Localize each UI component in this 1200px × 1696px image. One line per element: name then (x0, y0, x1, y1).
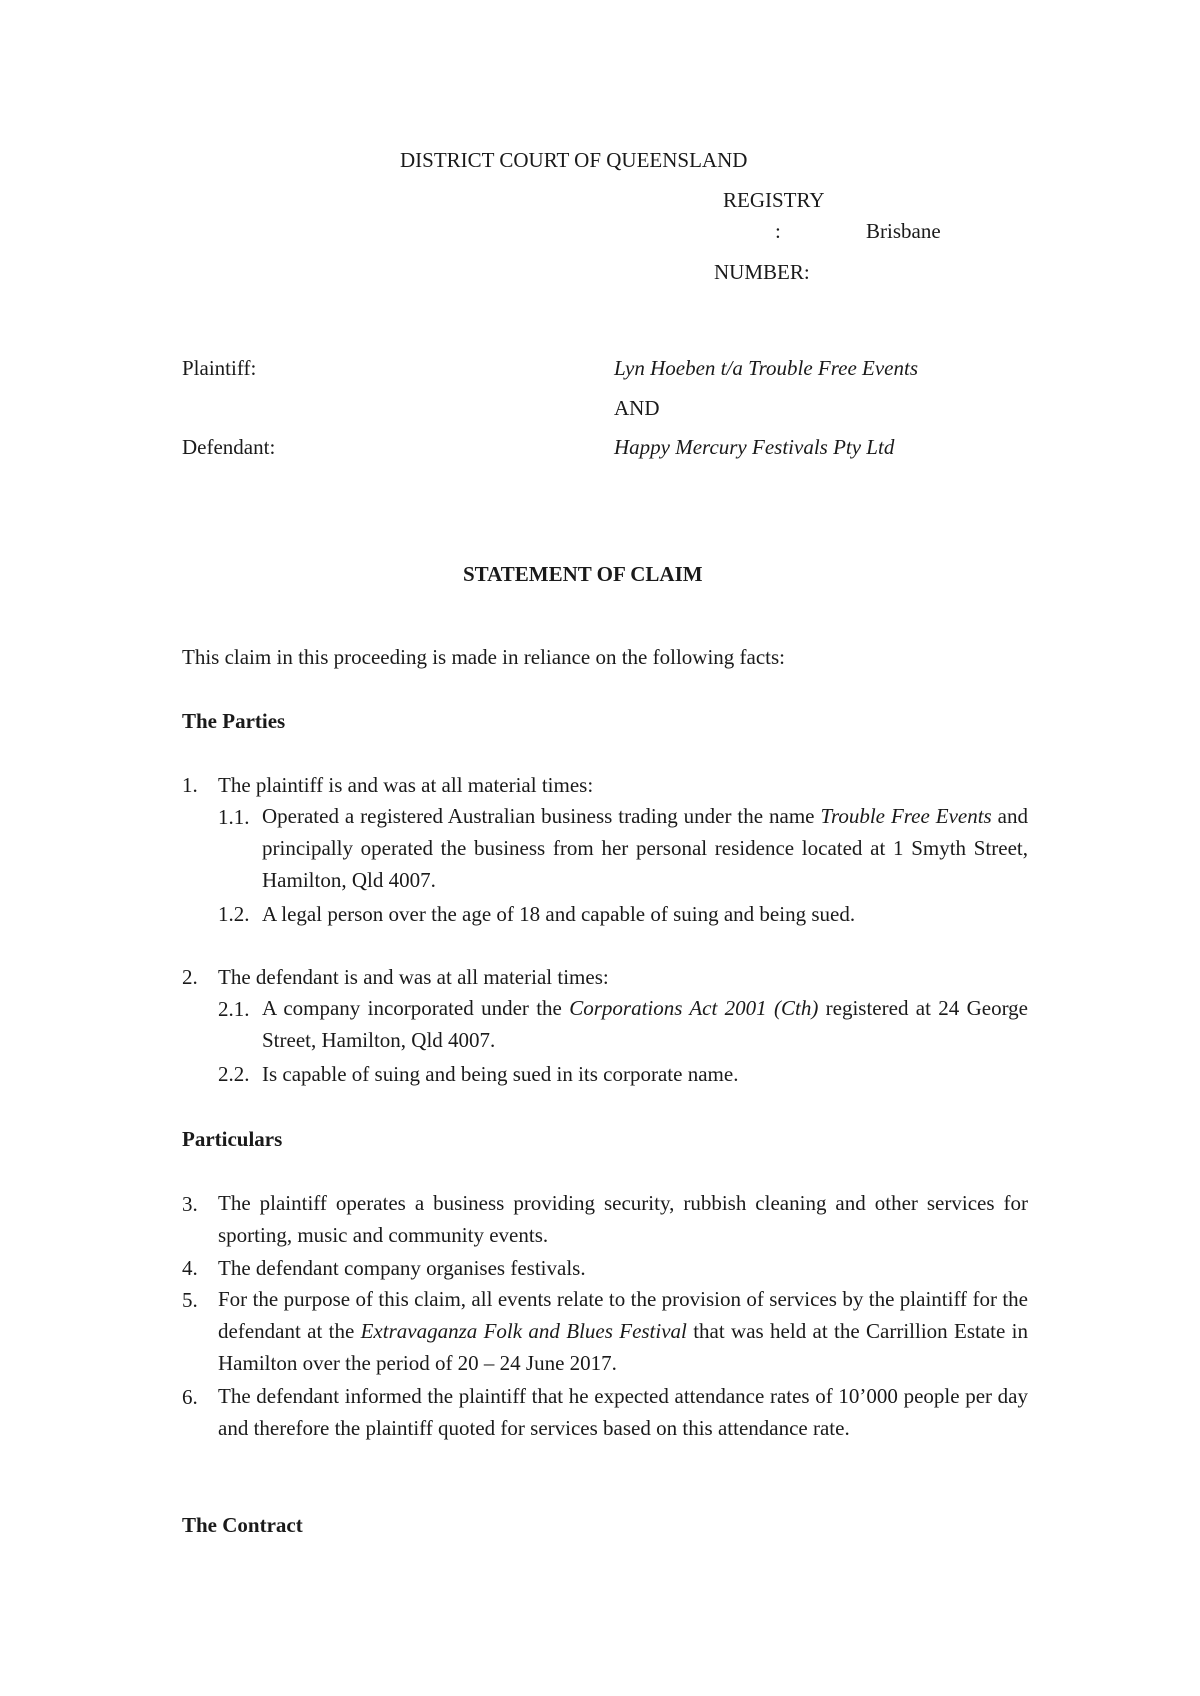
document-title: STATEMENT OF CLAIM (463, 562, 703, 586)
item-text: The plaintiff is and was at all material times: (218, 773, 594, 797)
number-label: NUMBER: (714, 260, 810, 284)
item-number: 2. (182, 965, 198, 989)
act-name: Corporations Act 2001 (Cth) (569, 996, 819, 1020)
registry-value: Brisbane (866, 219, 941, 243)
registry-colon: : (775, 219, 781, 243)
subitem-text: Operated a registered Australian business trading under the name Trouble Free Events and principally operated the business from her personal residence located at 1 Smyth Street, Hamilton, Qld 4007. (262, 804, 1028, 892)
item-number: 3. (182, 1192, 198, 1216)
plaintiff-name: Lyn Hoeben t/a Trouble Free Events (614, 356, 919, 380)
festival-name: Extravaganza Folk and Blues Festival (360, 1319, 687, 1343)
item-number: 5. (182, 1288, 198, 1312)
court-name: DISTRICT COURT OF QUEENSLAND (400, 148, 748, 172)
item-text: For the purpose of this claim, all events relate to the provision of services by the plaintiff for the defendant at the Extravaganza Folk and Blues Festival that was held at the Carrillion Estate in Hamilton over the period of 20 – 24 June 2017. (218, 1287, 1028, 1375)
section-heading-parties: The Parties (182, 709, 286, 733)
item-text: The plaintiff operates a business providing security, rubbish cleaning and other services for sporting, music and community events. (218, 1191, 1028, 1247)
subitem-text: Is capable of suing and being sued in its corporate name. (262, 1062, 739, 1086)
subitem-text: A company incorporated under the Corporations Act 2001 (Cth) registered at 24 George Street, Hamilton, Qld 4007. (262, 996, 1029, 1052)
subitem-text: A legal person over the age of 18 and capable of suing and being sued. (262, 902, 856, 926)
section-heading-particulars: Particulars (182, 1127, 283, 1151)
subitem-number: 2.2. (218, 1062, 250, 1086)
item-number: 4. (182, 1256, 198, 1280)
item-number: 6. (182, 1385, 198, 1409)
item-text: The defendant company organises festivals. (218, 1256, 586, 1280)
defendant-label: Defendant: (182, 435, 276, 459)
registry-label: REGISTRY (723, 188, 825, 212)
item-number: 1. (182, 773, 198, 797)
plaintiff-label: Plaintiff: (182, 356, 257, 380)
intro-text: This claim in this proceeding is made in reliance on the following facts: (182, 645, 786, 669)
item-text: The defendant is and was at all material times: (218, 965, 609, 989)
and-connector: AND (614, 396, 660, 420)
defendant-name: Happy Mercury Festivals Pty Ltd (614, 435, 895, 459)
subitem-number: 1.1. (218, 805, 250, 829)
section-heading-contract: The Contract (182, 1513, 303, 1537)
item-text: The defendant informed the plaintiff that he expected attendance rates of 10’000 people per day and therefore the plaintiff quoted for services based on this attendance rate. (218, 1384, 1028, 1440)
subitem-number: 1.2. (218, 902, 250, 926)
business-name: Trouble Free Events (820, 804, 992, 828)
subitem-number: 2.1. (218, 997, 250, 1021)
